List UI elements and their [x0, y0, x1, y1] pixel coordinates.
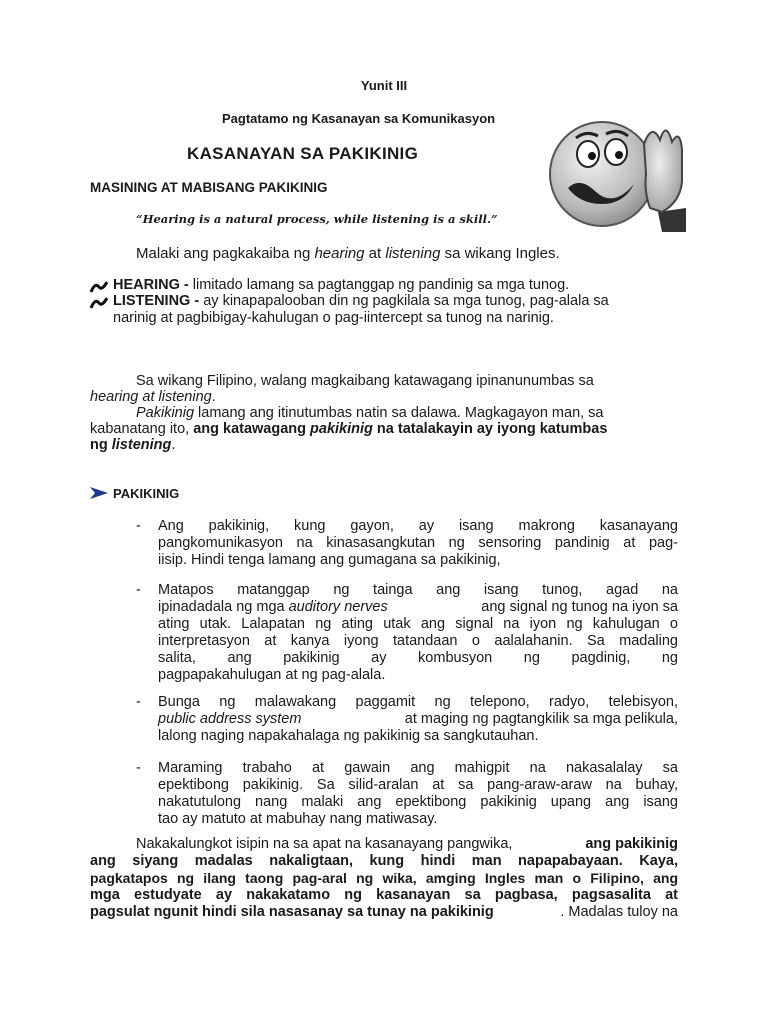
closing-text: Nakakalungkot isipin na sa apat na kasanayang pangwika,	[136, 836, 513, 852]
definition-text: limitado lamang sa pagtanggap ng pandinig sa mga tunog.	[192, 277, 570, 293]
definition-listening	[113, 293, 609, 310]
intro-text: at	[364, 245, 386, 262]
item-line: Maraming trabaho at gawain ang mahigpit na nakasalalay sa	[158, 760, 678, 776]
item-dash: -	[136, 582, 141, 598]
quote: “Hearing is a natural process, while listening is a skill.”	[136, 212, 498, 226]
intro-hearing: hearing	[314, 245, 365, 262]
item-line: Bunga ng malawakang paggamit ng telepono, radyo, telebisyon,	[158, 694, 678, 710]
item-line: interpretasyon at kanya iyong tatandaan o aalalahanin. Sa madaling	[158, 633, 678, 649]
filipino-bold: ng	[90, 437, 112, 453]
item-line	[158, 711, 678, 728]
item-italic: auditory nerves	[288, 599, 388, 615]
filipino-text: .	[171, 437, 176, 453]
filipino-text: kabanatang ito,	[90, 421, 194, 437]
item-italic: public address system	[158, 711, 302, 727]
filipino-line-1: Sa wikang Filipino, walang magkaibang katawagang ipinanunumbas sa	[136, 373, 594, 389]
filipino-bold: na tatalakayin ay iyong katumbas	[372, 421, 608, 437]
curly-bullet-icon	[89, 280, 109, 294]
item-text: ang signal ng tunog na iyon sa	[481, 599, 678, 615]
filipino-text: .	[211, 389, 216, 405]
definition-term: LISTENING -	[113, 293, 204, 309]
intro-listening: listening	[385, 245, 441, 262]
item-line: salita, ang pakikinig ay kombusyon ng pagdinig, ng	[158, 650, 678, 666]
filipino-line-4	[90, 421, 607, 438]
closing-line-1	[136, 836, 678, 853]
definition-text: ay kinapapalooban din ng pagkilala sa mga tunog, pag-alala sa	[203, 293, 609, 309]
item-line: Matapos matanggap ng tainga ang isang tunog, agad na	[158, 582, 678, 598]
closing-line-4: mga estudyate ay nakakatamo ng kasanayan sa pagbasa, pagsasalita at	[90, 887, 678, 903]
item-line: tao ay matuto at mabuhay nang matiwasay.	[158, 811, 438, 827]
definition-listening-cont: narinig at pagbibigay-kahulugan o pag-iintercept sa tunog na narinig.	[113, 310, 554, 326]
item-dash: -	[136, 518, 141, 534]
item-dash: -	[136, 760, 141, 776]
filipino-bold-italic: pakikinig	[310, 421, 373, 437]
item-line: ating utak. Lalapatan ng ating utak ang signal na iyon ng kahulugan o	[158, 616, 678, 632]
closing-bold: pagsulat ngunit hindi sila nasasanay sa tunay na pakikinig	[90, 904, 494, 920]
item-line: nakatutulong nang malaki ang epektibong pakikinig upang ang isang	[158, 794, 678, 810]
intro-paragraph	[136, 245, 560, 262]
item-line: pagpapakahulugan at ng pag-alala.	[158, 667, 386, 683]
filipino-line-3	[136, 405, 604, 422]
filipino-bold-italic: listening	[111, 437, 172, 453]
filipino-text: lamang ang itinutumbas natin sa dalawa. Magkagayon man, sa	[194, 405, 604, 421]
item-text: at maging ng pagtangkilik sa mga pelikula,	[404, 711, 678, 727]
filipino-line-2	[90, 389, 216, 406]
pakikinig-heading: PAKIKINIG	[113, 486, 180, 501]
list-item	[158, 694, 678, 745]
filipino-italic: hearing at listening	[90, 389, 212, 405]
item-text: ipinadadala ng mga	[158, 599, 285, 615]
list-item	[158, 760, 678, 828]
curly-bullet-icon	[89, 296, 109, 310]
item-line: lalong naging napakahalaga ng pakikinig sa sangkutauhan.	[158, 728, 539, 744]
section-heading: MASINING AT MABISANG PAKIKINIG	[90, 180, 328, 195]
list-item	[158, 518, 678, 569]
page-title: KASANAYAN SA PAKIKINIG	[187, 144, 419, 163]
definition-term: HEARING -	[113, 277, 193, 293]
unit-label: Yunit III	[360, 78, 408, 93]
arrow-bullet-icon	[89, 486, 109, 500]
closing-line-5	[90, 904, 678, 921]
subtitle: Pagtatamo ng Kasanayan sa Komunikasyon	[222, 111, 496, 126]
closing-line-2: ang siyang madalas nakaligtaan, kung hindi man napapabayaan. Kaya,	[90, 853, 678, 869]
item-dash: -	[136, 694, 141, 710]
item-line: iisip. Hindi tenga lamang ang gumagana sa pakikinig,	[158, 552, 501, 568]
filipino-bold: ang katawagang	[193, 421, 311, 437]
definition-hearing	[113, 277, 569, 294]
filipino-italic: Pakikinig	[136, 405, 195, 421]
closing-bold: ang pakikinig	[585, 836, 678, 852]
item-line: Ang pakikinig, kung gayon, ay isang makrong kasanayang	[158, 518, 678, 534]
closing-line-3: pagkatapos ng ilang taong pag-aral ng wika, amging Ingles man o Filipino, ang	[90, 870, 678, 886]
closing-text: . Madalas tuloy na	[560, 904, 678, 920]
intro-text: sa wikang Ingles.	[440, 245, 560, 262]
item-line	[158, 599, 678, 616]
item-line: pangkomunikasyon na kinasasangkutan ng sensoring pandinig at pag-	[158, 535, 678, 551]
filipino-line-5	[90, 437, 175, 454]
intro-text: Malaki ang pagkakaiba ng	[136, 245, 315, 262]
listening-smiley-icon	[540, 112, 690, 232]
item-line: epektibong pakikinig. Sa silid-aralan at sa pang-araw-araw na buhay,	[158, 777, 678, 793]
list-item	[158, 582, 678, 684]
